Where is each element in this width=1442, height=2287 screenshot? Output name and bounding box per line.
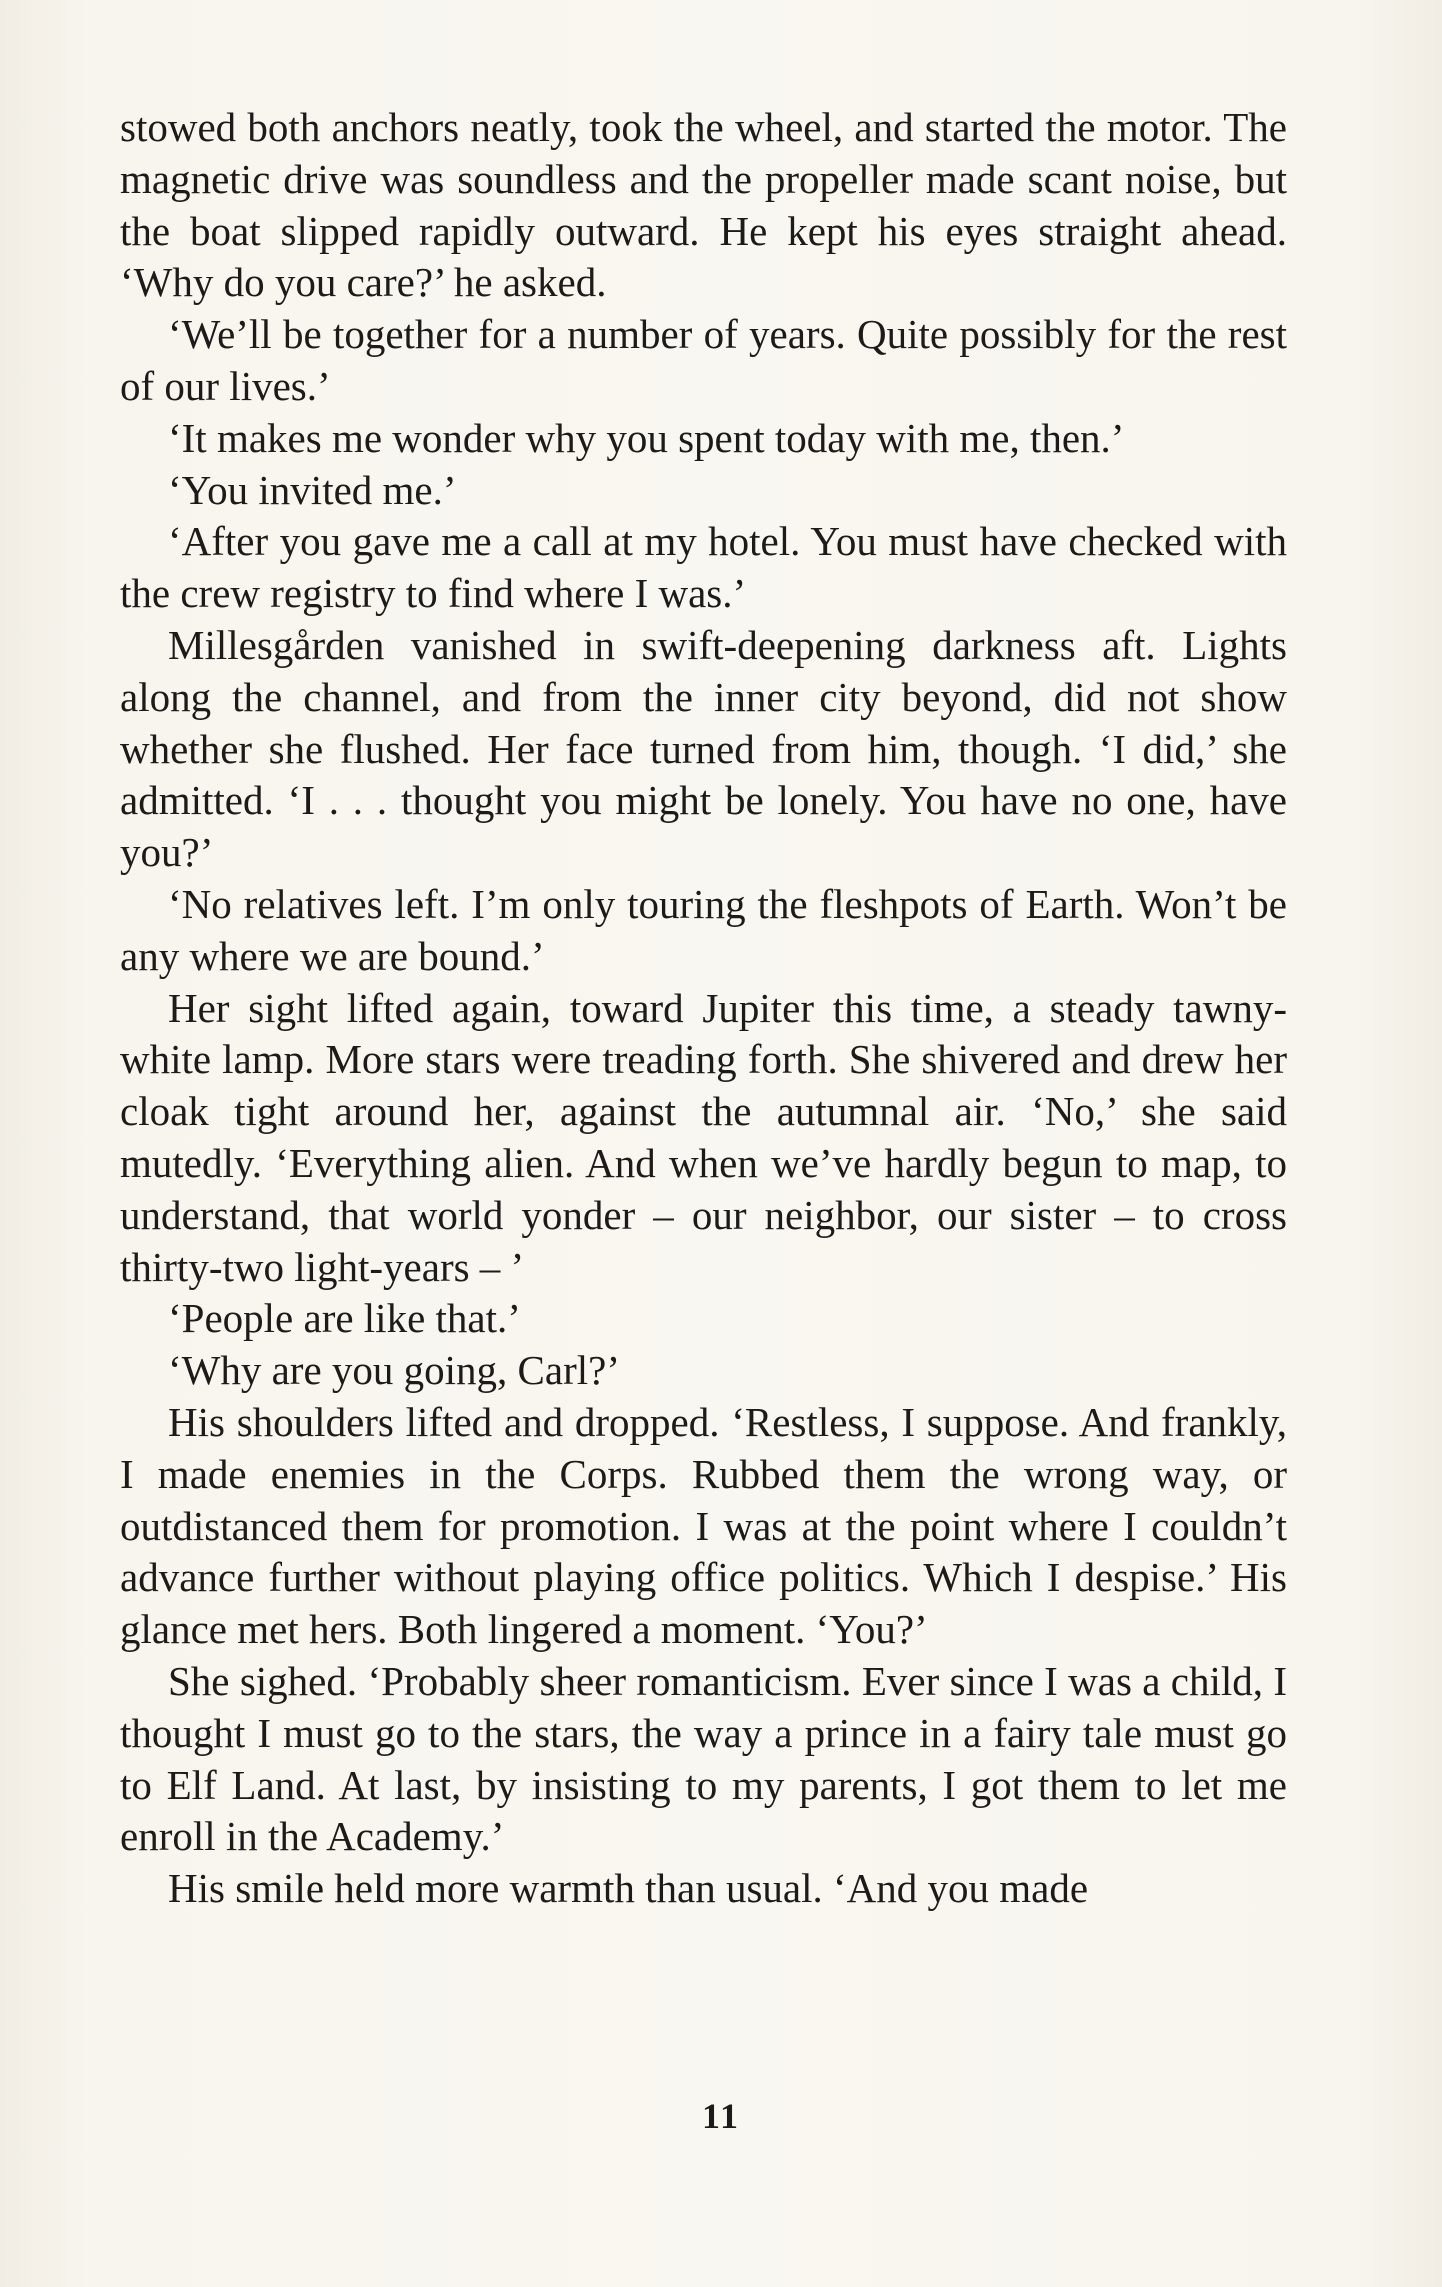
- paragraph: ‘It makes me wonder why you spent today with me, then.’: [168, 414, 1125, 461]
- paragraph: Millesgården vanished in swift-deepening darkness aft. Lights along the channel, and from the inner city beyond, did not show whether she flushed. Her face turned from him, though. ‘I did,’ she admitted. ‘I . . . thought you might be lonely. You have no one, have you?’: [120, 621, 1287, 876]
- page-number: 11: [701, 2096, 740, 2136]
- paragraph-last: His smile held more warmth than usual. ‘And you made: [168, 1865, 1089, 1912]
- paragraph: She sighed. ‘Probably sheer romanticism. Ever since I was a child, I thought I must go to the stars, the way a prince in a fairy tale must go to Elf Land. At last, by insisting to my parents, I got them to let me enroll in the Academy.’: [120, 1657, 1287, 1860]
- paragraph: ‘Why are you going, Carl?’: [168, 1347, 620, 1394]
- paragraph: His shoulders lifted and dropped. ‘Restless, I suppose. And frankly, I made enemies in the Corps. Rubbed them the wrong way, or outdistanced them for promotion. I was at the point where I couldn’t advance further without playing office politics. Which I despise.’ His glance met hers. Both lingered a moment. ‘You?’: [120, 1398, 1287, 1653]
- paragraph-continuation: stowed both anchors neatly, took the wheel, and started the motor. The magnetic drive was soundless and the propeller made scant noise, but the boat slipped rapidly outward. He kept his eyes straight ahead. ‘Why do you care?’ he asked.: [120, 104, 1287, 306]
- paragraph: ‘No relatives left. I’m only touring the fleshpots of Earth. Won’t be any where we are bound.’: [120, 880, 1287, 979]
- body-text: [120, 102, 1287, 1915]
- paragraph: Her sight lifted again, toward Jupiter this time, a steady tawny-white lamp. More stars were treading forth. She shivered and drew her cloak tight around her, against the autumnal air. ‘No,’ she said mutedly. ‘Everything alien. And when we’ve hardly begun to map, to understand, that world yonder – our neighbor, our sister – to cross thirty-two light-years – ’: [120, 984, 1287, 1290]
- paragraph: ‘You invited me.’: [168, 466, 457, 513]
- paragraph: ‘After you gave me a call at my hotel. You must have checked with the crew registry to find where I was.’: [120, 518, 1287, 617]
- paragraph: ‘People are like that.’: [168, 1295, 521, 1342]
- paragraph: ‘We’ll be together for a number of years. Quite possibly for the rest of our lives.’: [120, 311, 1287, 409]
